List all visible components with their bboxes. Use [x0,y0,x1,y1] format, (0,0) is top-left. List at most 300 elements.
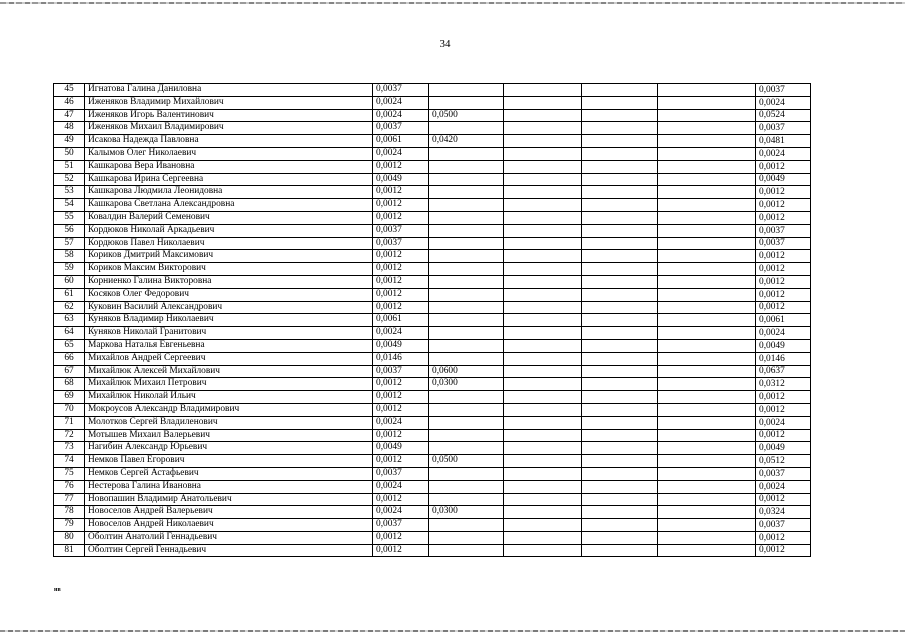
value-cell-1: 0,0012 [373,250,429,263]
value-cell-4 [582,531,658,544]
value-cell-2 [429,391,504,404]
value-cell-3 [504,506,582,519]
total-cell: 0,0037 [756,237,811,250]
value-cell-3 [504,263,582,276]
row-number-cell: 61 [54,288,85,301]
table-body [54,84,811,557]
value-cell-4 [582,211,658,224]
value-cell-2 [429,186,504,199]
value-cell-4 [582,506,658,519]
row-number-cell: 75 [54,467,85,480]
total-cell: 0,0012 [756,275,811,288]
table-row [54,263,811,276]
name-cell: Мокроусов Александр Владимирович [85,403,373,416]
value-cell-4 [582,199,658,212]
value-cell-3 [504,186,582,199]
value-cell-1: 0,0012 [373,186,429,199]
total-cell: 0,0012 [756,250,811,263]
name-cell: Иженяков Михаил Владимирович [85,122,373,135]
value-cell-2 [429,480,504,493]
value-cell-5 [658,314,756,327]
value-cell-1: 0,0012 [373,429,429,442]
value-cell-5 [658,544,756,557]
table-row [54,378,811,391]
value-cell-1: 0,0037 [373,467,429,480]
value-cell-1: 0,0024 [373,480,429,493]
row-number-cell: 79 [54,519,85,532]
row-number-cell: 56 [54,224,85,237]
table-row [54,506,811,519]
value-cell-4 [582,416,658,429]
name-cell: Кордюков Николай Аркадьевич [85,224,373,237]
value-cell-5 [658,250,756,263]
value-cell-2 [429,493,504,506]
value-cell-4 [582,224,658,237]
value-cell-3 [504,237,582,250]
value-cell-2 [429,544,504,557]
name-cell: Михайлюк Михаил Петрович [85,378,373,391]
value-cell-1: 0,0049 [373,442,429,455]
name-cell: Кашкарова Светлана Александровна [85,199,373,212]
scan-edge-top [0,2,905,4]
value-cell-4 [582,96,658,109]
table-row [54,416,811,429]
value-cell-2: 0,0300 [429,378,504,391]
table-row [54,403,811,416]
row-number-cell: 65 [54,339,85,352]
value-cell-4 [582,403,658,416]
value-cell-2: 0,0420 [429,135,504,148]
value-cell-1: 0,0012 [373,160,429,173]
total-cell: 0,0012 [756,391,811,404]
value-cell-5 [658,160,756,173]
table-row [54,275,811,288]
value-cell-3 [504,199,582,212]
row-number-cell: 50 [54,147,85,160]
row-number-cell: 71 [54,416,85,429]
value-cell-1: 0,0049 [373,173,429,186]
value-cell-5 [658,84,756,97]
value-cell-3 [504,288,582,301]
value-cell-1: 0,0049 [373,339,429,352]
table-row [54,224,811,237]
row-number-cell: 80 [54,531,85,544]
value-cell-2 [429,237,504,250]
value-cell-3 [504,135,582,148]
value-cell-5 [658,147,756,160]
total-cell: 0,0049 [756,339,811,352]
total-cell: 0,0037 [756,519,811,532]
value-cell-3 [504,160,582,173]
name-cell: Куняков Владимир Николаевич [85,314,373,327]
value-cell-2 [429,173,504,186]
value-cell-5 [658,263,756,276]
value-cell-5 [658,391,756,404]
value-cell-4 [582,147,658,160]
table-row [54,237,811,250]
value-cell-2: 0,0300 [429,506,504,519]
name-cell: Новоселов Андрей Николаевич [85,519,373,532]
value-cell-3 [504,314,582,327]
value-cell-1: 0,0061 [373,314,429,327]
value-cell-1: 0,0012 [373,455,429,468]
table-row [54,493,811,506]
value-cell-4 [582,275,658,288]
name-cell: Кашкарова Людмила Леонидовна [85,186,373,199]
value-cell-2 [429,339,504,352]
table-row [54,531,811,544]
value-cell-2 [429,250,504,263]
name-cell: Иженяков Владимир Михайлович [85,96,373,109]
total-cell: 0,0012 [756,199,811,212]
total-cell: 0,0012 [756,211,811,224]
value-cell-4 [582,327,658,340]
value-cell-5 [658,96,756,109]
value-cell-2 [429,403,504,416]
name-cell: Исакова Надежда Павловна [85,135,373,148]
table-row [54,135,811,148]
name-cell: Михайлов Андрей Сергеевич [85,352,373,365]
value-cell-5 [658,288,756,301]
value-cell-3 [504,365,582,378]
value-cell-3 [504,275,582,288]
name-cell: Калымов Олег Николаевич [85,147,373,160]
name-cell: Корниенко Галина Викторовна [85,275,373,288]
value-cell-5 [658,403,756,416]
value-cell-1: 0,0012 [373,403,429,416]
table-row [54,84,811,97]
row-number-cell: 63 [54,314,85,327]
name-cell: Молотков Сергей Владиленович [85,416,373,429]
value-cell-2 [429,275,504,288]
value-cell-1: 0,0024 [373,327,429,340]
table-row [54,160,811,173]
name-cell: Оболтин Анатолий Геннадьевич [85,531,373,544]
table-row [54,147,811,160]
table-row [54,314,811,327]
value-cell-3 [504,147,582,160]
total-cell: 0,0037 [756,467,811,480]
table-row [54,442,811,455]
total-cell: 0,0324 [756,506,811,519]
value-cell-3 [504,442,582,455]
value-cell-5 [658,531,756,544]
name-cell: Маркова Наталья Евгеньевна [85,339,373,352]
value-cell-2 [429,327,504,340]
row-number-cell: 47 [54,109,85,122]
value-cell-5 [658,199,756,212]
value-cell-4 [582,455,658,468]
value-cell-4 [582,173,658,186]
table-row [54,455,811,468]
value-cell-3 [504,96,582,109]
name-cell: Нестерова Галина Ивановна [85,480,373,493]
value-cell-1: 0,0012 [373,301,429,314]
value-cell-5 [658,519,756,532]
row-number-cell: 54 [54,199,85,212]
value-cell-3 [504,327,582,340]
row-number-cell: 76 [54,480,85,493]
table-row [54,467,811,480]
value-cell-5 [658,109,756,122]
name-cell: Кориков Дмитрий Максимович [85,250,373,263]
value-cell-3 [504,250,582,263]
table-row [54,339,811,352]
value-cell-5 [658,122,756,135]
row-number-cell: 48 [54,122,85,135]
name-cell: Куняков Николай Гранитович [85,327,373,340]
value-cell-2 [429,531,504,544]
value-cell-2: 0,0600 [429,365,504,378]
value-cell-3 [504,301,582,314]
row-number-cell: 59 [54,263,85,276]
row-number-cell: 60 [54,275,85,288]
scan-edge-bottom [0,630,905,632]
total-cell: 0,0012 [756,531,811,544]
value-cell-2 [429,467,504,480]
value-cell-2 [429,224,504,237]
total-cell: 0,0012 [756,288,811,301]
value-cell-4 [582,122,658,135]
total-cell: 0,0012 [756,429,811,442]
table-row [54,301,811,314]
value-cell-4 [582,288,658,301]
value-cell-4 [582,519,658,532]
value-cell-3 [504,352,582,365]
value-cell-1: 0,0012 [373,544,429,557]
value-cell-4 [582,442,658,455]
value-cell-1: 0,0037 [373,224,429,237]
name-cell: Новопашин Владимир Анатольевич [85,493,373,506]
row-number-cell: 74 [54,455,85,468]
table-row [54,109,811,122]
value-cell-3 [504,391,582,404]
table-row [54,352,811,365]
total-cell: 0,0012 [756,263,811,276]
row-number-cell: 69 [54,391,85,404]
total-cell: 0,0012 [756,544,811,557]
value-cell-5 [658,211,756,224]
total-cell: 0,0024 [756,480,811,493]
value-cell-4 [582,544,658,557]
table-row [54,365,811,378]
total-cell: 0,0012 [756,403,811,416]
total-cell: 0,0012 [756,493,811,506]
value-cell-3 [504,416,582,429]
value-cell-1: 0,0012 [373,199,429,212]
name-cell: Мотышев Михаил Валерьевич [85,429,373,442]
row-number-cell: 51 [54,160,85,173]
value-cell-4 [582,352,658,365]
value-cell-3 [504,211,582,224]
value-cell-2 [429,301,504,314]
total-cell: 0,0024 [756,147,811,160]
total-cell: 0,0024 [756,416,811,429]
value-cell-5 [658,480,756,493]
value-cell-4 [582,84,658,97]
footer-mark: нв [54,587,61,593]
value-cell-4 [582,186,658,199]
value-cell-2 [429,211,504,224]
value-cell-1: 0,0012 [373,211,429,224]
name-cell: Оболтин Сергей Геннадьевич [85,544,373,557]
value-cell-5 [658,506,756,519]
value-cell-1: 0,0012 [373,288,429,301]
value-cell-3 [504,455,582,468]
table-row [54,186,811,199]
value-cell-1: 0,0037 [373,237,429,250]
total-cell: 0,0037 [756,122,811,135]
row-number-cell: 52 [54,173,85,186]
value-cell-1: 0,0012 [373,275,429,288]
value-cell-4 [582,365,658,378]
row-number-cell: 66 [54,352,85,365]
value-cell-5 [658,352,756,365]
table-row [54,122,811,135]
value-cell-2 [429,147,504,160]
value-cell-4 [582,429,658,442]
name-cell: Нагибин Александр Юрьевич [85,442,373,455]
total-cell: 0,0637 [756,365,811,378]
table-row [54,199,811,212]
name-cell: Кордюков Павел Николаевич [85,237,373,250]
value-cell-1: 0,0012 [373,263,429,276]
value-cell-5 [658,455,756,468]
name-cell: Куковин Василий Александрович [85,301,373,314]
row-number-cell: 46 [54,96,85,109]
name-cell: Новоселов Андрей Валерьевич [85,506,373,519]
value-cell-3 [504,122,582,135]
value-cell-4 [582,109,658,122]
value-cell-4 [582,301,658,314]
value-cell-5 [658,275,756,288]
value-cell-2 [429,416,504,429]
total-cell: 0,0481 [756,135,811,148]
value-cell-2 [429,288,504,301]
row-number-cell: 45 [54,84,85,97]
value-cell-1: 0,0037 [373,84,429,97]
value-cell-2 [429,160,504,173]
row-number-cell: 72 [54,429,85,442]
value-cell-4 [582,314,658,327]
table-row [54,480,811,493]
value-cell-1: 0,0037 [373,122,429,135]
value-cell-1: 0,0012 [373,531,429,544]
value-cell-3 [504,519,582,532]
row-number-cell: 78 [54,506,85,519]
value-cell-1: 0,0024 [373,147,429,160]
row-number-cell: 58 [54,250,85,263]
value-cell-2 [429,199,504,212]
value-cell-3 [504,531,582,544]
value-cell-2: 0,0500 [429,455,504,468]
row-number-cell: 57 [54,237,85,250]
table-row [54,429,811,442]
value-cell-3 [504,480,582,493]
row-number-cell: 77 [54,493,85,506]
value-cell-3 [504,109,582,122]
row-number-cell: 49 [54,135,85,148]
value-cell-4 [582,391,658,404]
value-cell-5 [658,467,756,480]
value-cell-3 [504,339,582,352]
table-row [54,544,811,557]
value-cell-4 [582,160,658,173]
value-cell-3 [504,403,582,416]
value-cell-3 [504,378,582,391]
value-cell-4 [582,378,658,391]
value-cell-5 [658,416,756,429]
value-cell-1: 0,0037 [373,519,429,532]
value-cell-2 [429,314,504,327]
value-cell-2 [429,96,504,109]
value-cell-5 [658,237,756,250]
value-cell-1: 0,0024 [373,109,429,122]
value-cell-4 [582,339,658,352]
value-cell-3 [504,84,582,97]
value-cell-5 [658,365,756,378]
value-cell-4 [582,493,658,506]
shareholders-table [53,83,811,557]
table-row [54,173,811,186]
total-cell: 0,0146 [756,352,811,365]
name-cell: Немков Сергей Астафьевич [85,467,373,480]
value-cell-2 [429,352,504,365]
total-cell: 0,0012 [756,301,811,314]
value-cell-1: 0,0024 [373,96,429,109]
total-cell: 0,0024 [756,327,811,340]
total-cell: 0,0312 [756,378,811,391]
value-cell-2 [429,442,504,455]
value-cell-5 [658,493,756,506]
name-cell: Немков Павел Егорович [85,455,373,468]
value-cell-2 [429,122,504,135]
row-number-cell: 68 [54,378,85,391]
row-number-cell: 73 [54,442,85,455]
value-cell-3 [504,173,582,186]
value-cell-4 [582,237,658,250]
row-number-cell: 70 [54,403,85,416]
value-cell-2 [429,519,504,532]
total-cell: 0,0049 [756,442,811,455]
value-cell-2: 0,0500 [429,109,504,122]
value-cell-5 [658,442,756,455]
total-cell: 0,0512 [756,455,811,468]
total-cell: 0,0012 [756,160,811,173]
name-cell: Игнатова Галина Даниловна [85,84,373,97]
name-cell: Кашкарова Вера Ивановна [85,160,373,173]
total-cell: 0,0061 [756,314,811,327]
value-cell-5 [658,301,756,314]
value-cell-3 [504,493,582,506]
value-cell-4 [582,467,658,480]
value-cell-5 [658,339,756,352]
name-cell: Михайлюк Алексей Михайлович [85,365,373,378]
table-row [54,250,811,263]
value-cell-5 [658,186,756,199]
total-cell: 0,0024 [756,96,811,109]
value-cell-5 [658,173,756,186]
table-row [54,391,811,404]
value-cell-1: 0,0037 [373,365,429,378]
page-number: 34 [439,38,451,50]
total-cell: 0,0037 [756,224,811,237]
name-cell: Ковалдин Валерий Семенович [85,211,373,224]
total-cell: 0,0049 [756,173,811,186]
value-cell-5 [658,224,756,237]
value-cell-2 [429,84,504,97]
name-cell: Иженяков Игорь Валентинович [85,109,373,122]
